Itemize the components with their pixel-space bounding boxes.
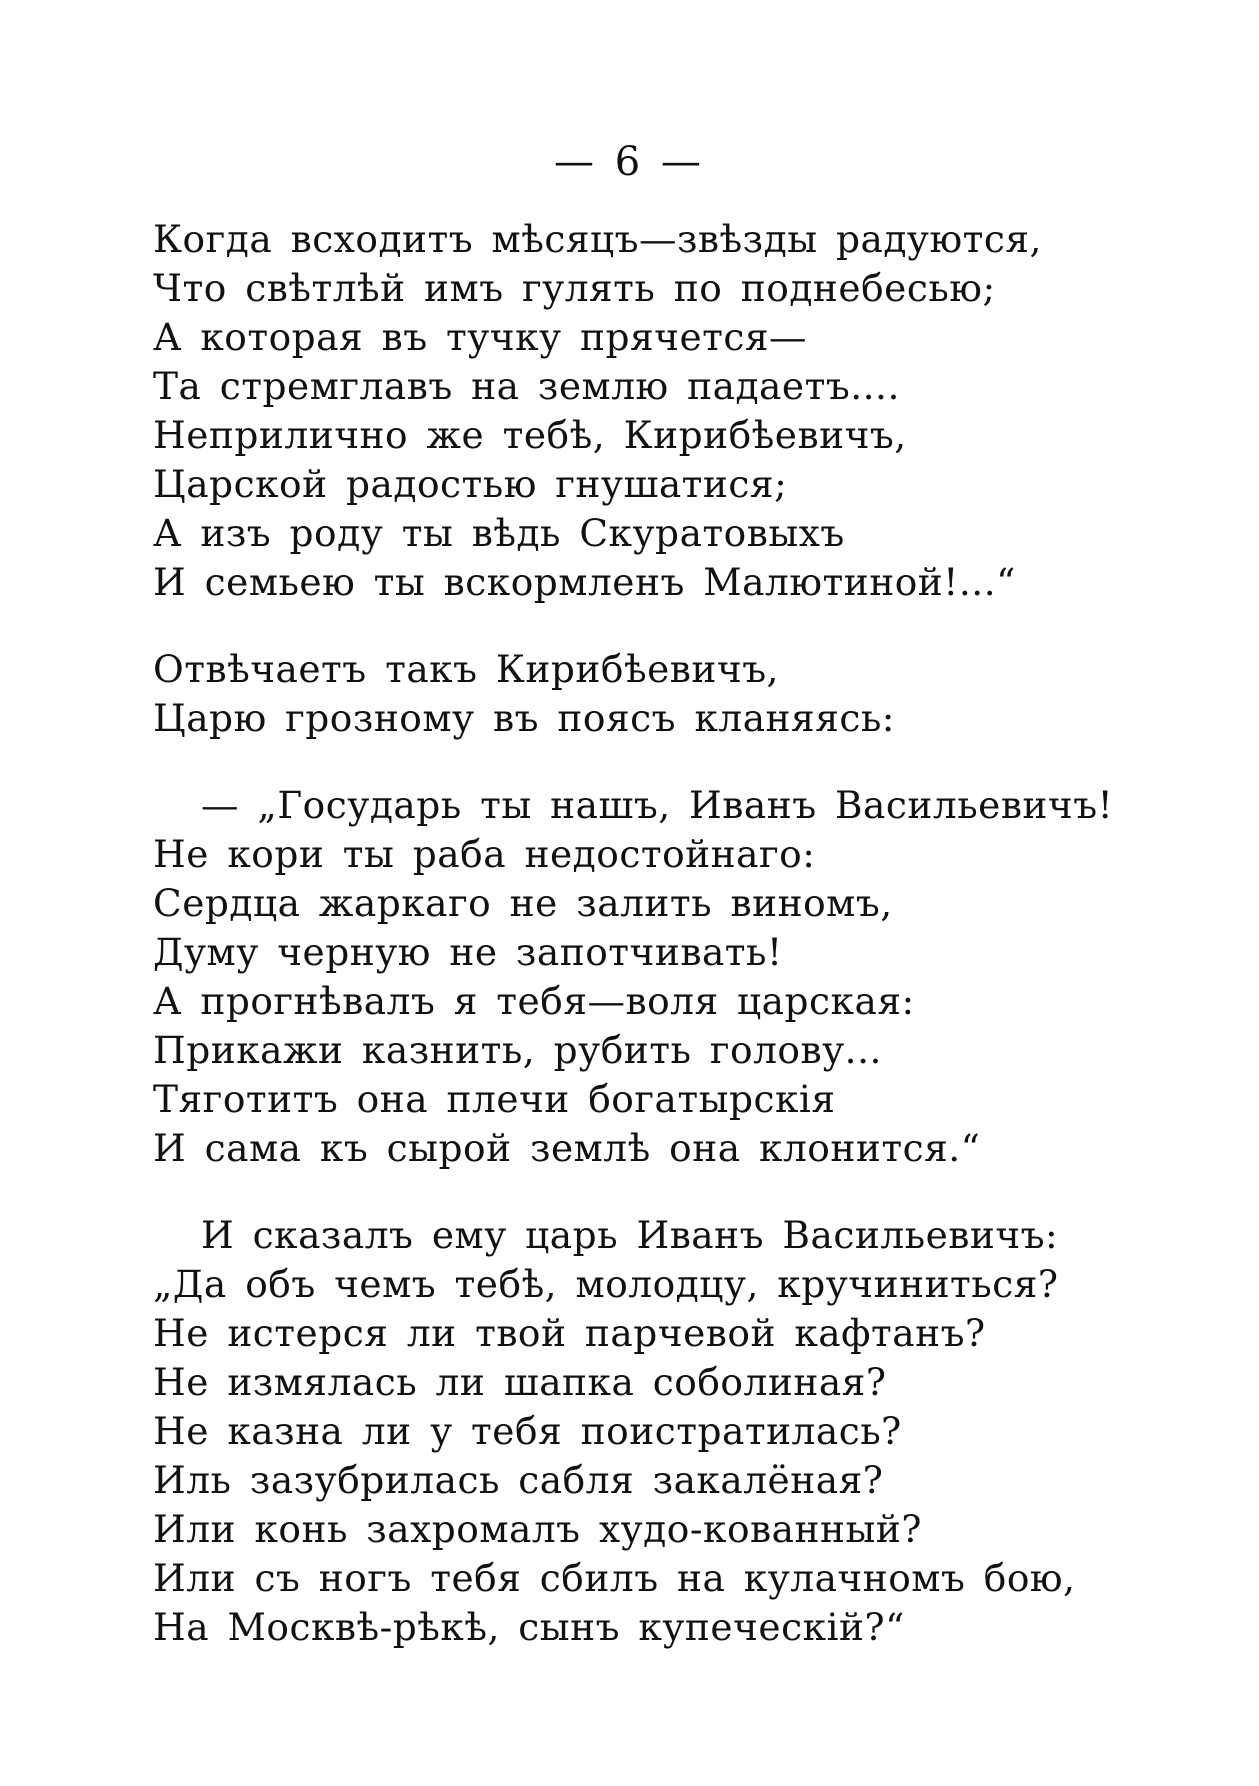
verse-line: Не измялась ли шапка соболиная? [153,1360,887,1404]
verse-line: Та стремглавъ на землю падаетъ.... [153,364,900,408]
verse-line: Что свѣтлѣй имъ гулять по поднебесью; [153,266,996,310]
verse-line: Тяготитъ она плечи богатырскія [153,1077,836,1121]
stanza-4 [153,1211,1213,1652]
verse-line: Иль зазубрилась сабля закалёная? [153,1458,884,1502]
verse-line: И сама къ сырой землѣ она клонится.“ [153,1126,981,1170]
verse-line: Или съ ногъ тебя сбилъ на кулачномъ бою, [153,1556,1076,1600]
verse-line: Царской радостью гнушатися; [153,462,788,506]
verse-line: Не кори ты раба недостойнаго: [153,832,816,876]
verse-line: Думу черную не запотчивать! [153,930,783,974]
stanza-divider [153,607,1213,645]
page-number: — 6 — [554,139,705,185]
verse-line: Сердца жаркаго не залить виномъ, [153,881,893,925]
poem-text [153,215,1213,1652]
verse-line: Когда всходитъ мѣсяцъ—звѣзды радуются, [153,217,1042,261]
verse-line: „Да объ чемъ тебѣ, молодцу, кручиниться? [153,1262,1059,1306]
verse-line: И семьею ты вскормленъ Малютиной!...“ [153,560,1016,604]
verse-line: Или конь захромалъ худо-кованный? [153,1507,922,1551]
stanza-divider [153,743,1213,781]
verse-line: Прикажи казнить, рубить голову... [153,1028,882,1072]
verse-line: А прогнѣвалъ я тебя—воля царская: [153,979,915,1023]
stanza-2 [153,645,1213,743]
verse-line: Отвѣчаетъ такъ Кирибѣевичъ, [153,647,779,691]
verse-line: А которая въ тучку прячется— [153,315,808,359]
verse-line: — „Государь ты нашъ, Иванъ Васильевичъ! [201,783,1114,827]
stanza-3 [153,781,1213,1173]
stanza-divider [153,1173,1213,1211]
verse-line: Царю грозному въ поясъ кланяясь: [153,696,895,740]
verse-line: Не истерся ли твой парчевой кафтанъ? [153,1311,986,1355]
verse-line: На Москвѣ-рѣкѣ, сынъ купеческій?“ [153,1605,905,1649]
verse-line: Неприлично же тебѣ, Кирибѣевичъ, [153,413,907,457]
verse-line: И сказалъ ему царь Иванъ Васильевичъ: [201,1213,1059,1257]
verse-line: А изъ роду ты вѣдь Скуратовыхъ [153,511,845,555]
stanza-1 [153,215,1213,607]
verse-line: Не казна ли у тебя поистратилась? [153,1409,902,1453]
